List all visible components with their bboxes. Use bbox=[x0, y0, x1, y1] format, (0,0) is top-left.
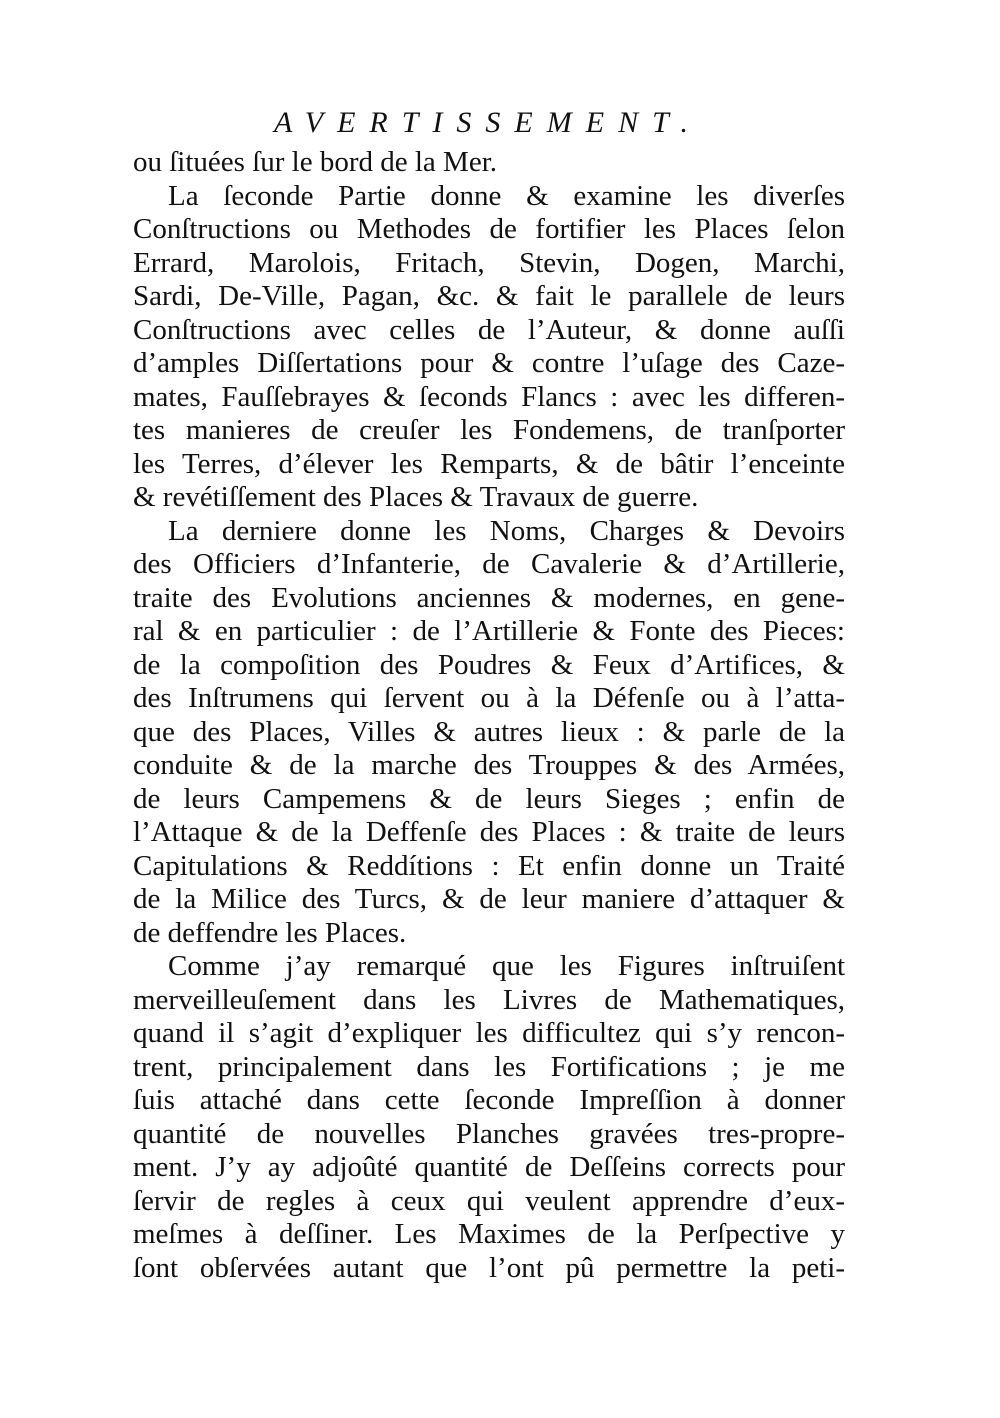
text-line: ral & en particulier : de l’Artillerie & Fonte des Pieces: bbox=[133, 615, 845, 647]
text-line: tes manieres de creuſer les Fondemens, de tranſporter bbox=[133, 414, 845, 446]
text-line: ſuis attaché dans cette ſeconde Impreſſion à donner bbox=[133, 1084, 845, 1116]
paragraph bbox=[133, 515, 845, 951]
text-line: quantité de nouvelles Planches gravées tres-propre- bbox=[133, 1117, 845, 1150]
text-line: & revétiſſement des Places & Travaux de guerre. bbox=[133, 481, 699, 513]
text-line: conduite & de la marche des Trouppes & des Armées, bbox=[133, 749, 845, 781]
text-line: de la compoſition des Poudres & Feux d’Artifices, & bbox=[133, 648, 845, 681]
paragraph bbox=[133, 180, 845, 515]
text-line: d’amples Diſſertations pour & contre l’uſage des Caze- bbox=[133, 347, 845, 379]
text-line: les Terres, d’élever les Remparts, & de bâtir l’enceinte bbox=[133, 447, 845, 480]
text-line: mates, Fauſſebrayes & ſeconds Flancs : avec les differen- bbox=[133, 380, 845, 413]
text-line: ſont obſervées autant que l’ont pû permettre la peti- bbox=[133, 1251, 845, 1284]
text-line: des Officiers d’Infanterie, de Cavalerie & d’Artillerie, bbox=[133, 548, 845, 580]
text-line: La ſeconde Partie donne & examine les diverſes bbox=[168, 179, 845, 212]
text-line: Sardi, De-Ville, Pagan, &c. & fait le parallele de leurs bbox=[133, 280, 845, 312]
text-line: La derniere donne les Noms, Charges & Devoirs bbox=[168, 514, 845, 547]
text-line: de leurs Campemens & de leurs Sieges ; enfin de bbox=[133, 782, 845, 815]
text-line: Comme j’ay remarqué que les Figures inſtruiſent bbox=[168, 950, 845, 982]
text-line: meſmes à deſſiner. Les Maximes de la Perſpective y bbox=[133, 1218, 845, 1250]
paragraph bbox=[133, 950, 845, 1285]
text-line: quand il s’agit d’expliquer les difficultez qui s’y rencon- bbox=[133, 1017, 845, 1049]
text-line: des Inſtrumens qui ſervent ou à la Défenſe ou à l’atta- bbox=[133, 682, 845, 714]
text-line: de deffendre les Places. bbox=[133, 916, 407, 949]
text-line: Errard, Marolois, Fritach, Stevin, Dogen, Marchi, bbox=[133, 246, 845, 279]
running-head: AVERTISSEMENT. bbox=[273, 106, 703, 139]
text-line: que des Places, Villes & autres lieux : & parle de la bbox=[133, 715, 845, 748]
text-line: l’Attaque & de la Deffenſe des Places : & traite de leurs bbox=[133, 816, 845, 848]
text-line: traite des Evolutions anciennes & modernes, en gene- bbox=[133, 581, 845, 614]
text-line: Conſtructions ou Methodes de fortifier les Places ſelon bbox=[133, 213, 845, 245]
text-line: ou ſituées ſur le bord de la Mer. bbox=[133, 146, 498, 178]
body-text bbox=[133, 146, 845, 1285]
text-line: merveilleuſement dans les Livres de Mathematiques, bbox=[133, 983, 845, 1016]
paragraph bbox=[133, 146, 845, 180]
text-line: trent, principalement dans les Fortifications ; je me bbox=[133, 1050, 845, 1083]
text-line: de la Milice des Turcs, & de leur maniere d’attaquer & bbox=[133, 883, 845, 915]
text-line: Capitulations & Reddítions : Et enfin donne un Traité bbox=[133, 849, 845, 882]
text-line: ſervir de regles à ceux qui veulent apprendre d’eux- bbox=[133, 1184, 845, 1217]
text-line: ment. J’y ay adjoûté quantité de Deſſeins corrects pour bbox=[133, 1151, 845, 1183]
text-line: Conſtructions avec celles de l’Auteur, & donne auſſi bbox=[133, 313, 845, 346]
